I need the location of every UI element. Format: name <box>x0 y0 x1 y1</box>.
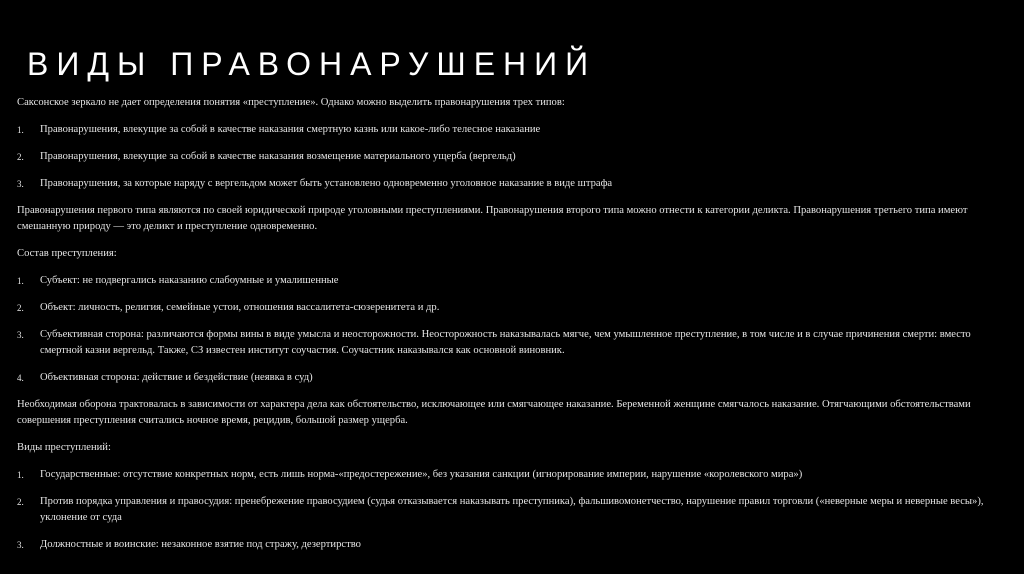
slide-content <box>17 95 1007 553</box>
intro-paragraph: Саксонское зеркало не дает определения понятия «преступление». Однако можно выделить правонарушения трех типов: <box>17 97 565 108</box>
list-item <box>17 122 1007 138</box>
slide-title: ВИДЫ ПРАВОНАРУШЕНИЙ <box>27 46 597 82</box>
types-summary-paragraph: Правонарушения первого типа являются по своей юридической природе уголовными преступлениями. Правонарушения второго типа можно отнести к категории деликта. Правонарушения третьего типа имеют смешанную природу — это деликт и преступление одновременно. <box>17 205 968 232</box>
list-number: 2. <box>17 497 24 507</box>
list-item <box>17 273 1007 289</box>
list-item <box>17 467 1007 483</box>
list-item-text: Объект: личность, религия, семейные устои, отношения вассалитета-сюзеренитета и др. <box>40 302 440 313</box>
list-number: 4. <box>17 373 24 383</box>
list-item-text: Правонарушения, влекущие за собой в качестве наказания смертную казнь или какое-либо телесное наказание <box>40 124 541 135</box>
list-item <box>17 176 1007 192</box>
list-item-text: Объективная сторона: действие и бездействие (неявка в суд) <box>40 372 313 383</box>
list-item <box>17 370 1007 386</box>
list-item <box>17 494 1007 526</box>
list-item <box>17 537 1007 553</box>
list-item <box>17 300 1007 316</box>
list-item-text: Должностные и воинские: незаконное взятие под стражу, дезертирство <box>40 539 361 550</box>
list-item <box>17 149 1007 165</box>
list-number: 3. <box>17 179 24 189</box>
list-number: 3. <box>17 330 24 340</box>
crimes-heading: Виды преступлений: <box>17 442 111 453</box>
list-number: 1. <box>17 125 24 135</box>
list-item-text: Правонарушения, за которые наряду с вергельдом может быть установлено одновременно уголовное наказание в виде штрафа <box>40 178 613 189</box>
list-item-text: Правонарушения, влекущие за собой в качестве наказания возмещение материального ущерба (вергельд) <box>40 151 516 162</box>
list-number: 2. <box>17 152 24 162</box>
composition-heading: Состав преступления: <box>17 248 117 259</box>
list-item <box>17 327 1007 359</box>
list-item-text: Субъект: не подвергались наказанию слабоумные и умалишенные <box>40 275 339 286</box>
list-number: 3. <box>17 540 24 550</box>
list-item-text: Субъективная сторона: различаются формы вины в виде умысла и неосторожности. Неосторожность наказывалась мягче, чем умышленное преступление, в том числе и в случае причинения смерти: вместо смертной казни вергельд. Также, СЗ известен институт соучастия. Соучастник наказывался как основной виновник. <box>40 329 971 356</box>
list-number: 2. <box>17 303 24 313</box>
list-item-text: Против порядка управления и правосудия: пренебрежение правосудием (судья отказывается наказывать преступника), фальшивомонетчество, нарушение правил торговли («неверные меры и неверные весы»), уклонение от суда <box>40 496 984 523</box>
list-number: 1. <box>17 276 24 286</box>
list-item-text: Государственные: отсутствие конкретных норм, есть лишь норма-«предостережение», без указания санкции (игнорирование империи, нарушение «королевского мира») <box>40 469 803 480</box>
list-number: 1. <box>17 470 24 480</box>
defense-paragraph: Необходимая оборона трактовалась в зависимости от характера дела как обстоятельство, исключающее или смягчающее наказание. Беременной женщине смягчалось наказание. Отягчающими обстоятельствами совершения преступления считались ночное время, рецидив, большой размер ущерба. <box>17 399 971 426</box>
